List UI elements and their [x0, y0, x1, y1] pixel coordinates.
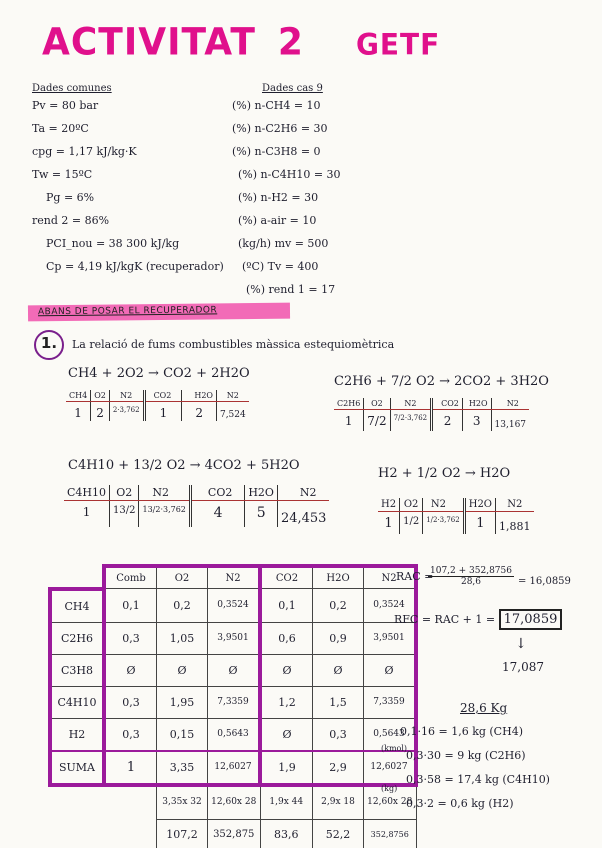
cell: 7/2·3,762: [390, 410, 432, 432]
cell: 0,3: [313, 718, 364, 751]
composition-table: [48, 564, 418, 848]
header-cell: N2: [208, 566, 261, 589]
title-course: GETF: [355, 27, 441, 62]
case-line: (%) a-air = 10: [238, 214, 317, 227]
empty-cell: [50, 819, 104, 848]
cell: 7/2: [364, 410, 390, 432]
case-data-block: [232, 83, 341, 301]
cell: 3,9501: [208, 622, 261, 654]
mass-cell: 352,8756: [364, 819, 417, 848]
question-number-circle: [34, 330, 64, 360]
empty-cell: [104, 819, 157, 848]
cell: Ø: [104, 654, 157, 686]
reaction-ch4-table: [66, 390, 249, 421]
cell: 0,3524: [364, 589, 417, 623]
reaction-c2h6-table: [334, 398, 529, 431]
cell: 2·3,762: [109, 402, 144, 422]
title-main: ACTIVITAT: [42, 20, 256, 65]
row-label: C4H10: [50, 686, 104, 718]
cell: 3: [462, 410, 491, 432]
cell: 1,2: [260, 686, 313, 718]
cell: Ø: [313, 654, 364, 686]
sum-cell: 2,9: [313, 751, 364, 785]
molar-mass-cell: 12,60x 28: [364, 785, 417, 820]
case-data-heading: Dades cas 9: [262, 83, 323, 94]
cell: 2: [91, 402, 110, 422]
case-line: (%) rend 1 = 17: [246, 283, 336, 296]
reaction-h2-equation: H2 + 1/2 O2 → H2O: [378, 466, 511, 481]
case-line: (%) n-H2 = 30: [238, 191, 319, 204]
cell: CO2: [432, 398, 463, 410]
cell: N2: [277, 485, 329, 501]
cell: CO2: [190, 485, 244, 501]
sum-cell: 1,9: [260, 751, 313, 785]
row-label: CH4: [50, 589, 104, 623]
molar-mass-cell: 1,9x 44: [260, 785, 313, 820]
cell: 0,3: [104, 686, 157, 718]
cell: 0,5643: [364, 718, 417, 751]
cell: 0,1: [104, 589, 157, 623]
cell: 2: [432, 410, 463, 432]
cell: CO2: [144, 390, 182, 402]
header-cell: O2: [157, 566, 208, 589]
cell: 0,3: [104, 622, 157, 654]
cell: Ø: [260, 718, 313, 751]
molar-mass-cell: 2,9x 18: [313, 785, 364, 820]
cell: 1: [144, 402, 182, 422]
sum-cell: 1: [104, 751, 157, 785]
mass-line: 0,1·16 = 1,6 kg (CH4): [400, 725, 523, 738]
common-line: Tw = 15ºC: [32, 168, 93, 181]
rac-numerator: 107,2 + 352,8756: [430, 566, 512, 576]
cell: N2: [423, 498, 465, 512]
cell: 7,3359: [364, 686, 417, 718]
cell: 1/2: [400, 512, 423, 535]
question-text: La relació de fums combustibles màssica estequiomètrica: [72, 338, 395, 351]
cell: 5: [245, 501, 278, 528]
section-highlight: [28, 303, 290, 322]
cell: N2: [390, 398, 432, 410]
common-data-block: [32, 83, 224, 278]
cell: N2: [109, 390, 144, 402]
common-line: Cp = 4,19 kJ/kgK (recuperador): [46, 260, 224, 273]
case-line: (%) n-CH4 = 10: [232, 99, 321, 112]
cell: 1: [464, 512, 495, 535]
reaction-h2-table: [378, 498, 534, 534]
cell: H2: [378, 498, 400, 512]
kg-label: (kg): [381, 784, 398, 793]
mass-line: 0,3·30 = 9 kg (C2H6): [406, 749, 526, 762]
rac-label: RAC =: [396, 570, 434, 583]
cell: 1,05: [157, 622, 208, 654]
cell: 1,95: [157, 686, 208, 718]
cell: N2: [491, 398, 529, 410]
header-cell: H2O: [313, 566, 364, 589]
cell: 1,5: [313, 686, 364, 718]
rfc-rounded: 17,087: [502, 660, 544, 674]
empty-cell: [50, 785, 104, 820]
common-line: PCI_nou = 38 300 kJ/kg: [46, 237, 180, 250]
page-title: [42, 21, 440, 64]
mass-line: 0,3·2 = 0,6 kg (H2): [406, 797, 514, 810]
case-line: (%) n-C2H6 = 30: [232, 122, 328, 135]
row-label: H2: [50, 718, 104, 751]
cell: 1: [74, 406, 82, 420]
common-line: Ta = 20ºC: [32, 122, 89, 135]
cell: 0,3524: [208, 589, 261, 623]
rac-result: = 16,0859: [518, 576, 571, 587]
cell: 13/2: [110, 501, 139, 528]
mass-total: 28,6 Kg: [460, 701, 508, 715]
cell: 0,15: [157, 718, 208, 751]
cell: 1: [82, 505, 91, 519]
empty-cell: [104, 785, 157, 820]
row-label: C3H8: [50, 654, 104, 686]
cell: 0,3: [104, 718, 157, 751]
case-line: (%) n-C3H8 = 0: [232, 145, 321, 158]
cell: H2O: [462, 398, 491, 410]
mass-cell: 107,2: [157, 819, 208, 848]
common-line: Pg = 6%: [46, 191, 95, 204]
cell: H2O: [464, 498, 495, 512]
cell: N2: [496, 498, 534, 512]
cell: H2O: [245, 485, 278, 501]
cell: CH4: [66, 390, 91, 402]
sum-cell: 3,35: [157, 751, 208, 785]
sum-cell: 12,6027: [364, 751, 417, 785]
molar-mass-cell: 3,35x 32: [157, 785, 208, 820]
mass-block: [400, 696, 550, 816]
cell: 0,2: [157, 589, 208, 623]
rfc-line: [394, 612, 562, 627]
cell: Ø: [260, 654, 313, 686]
cell: 7,3359: [208, 686, 261, 718]
cell: 0,9: [313, 622, 364, 654]
reaction-c2h6-equation: C2H6 + 7/2 O2 → 2CO2 + 3H2O: [334, 374, 549, 389]
rfc-result-box: 17,0859: [499, 609, 563, 630]
cell: 13/2·3,762: [139, 501, 190, 528]
common-line: rend 2 = 86%: [32, 214, 110, 227]
cell: O2: [110, 485, 139, 501]
cell: 13,167: [491, 410, 529, 432]
cell: Ø: [208, 654, 261, 686]
cell: H2O: [182, 390, 217, 402]
cell: O2: [91, 390, 110, 402]
cell: 3,9501: [364, 622, 417, 654]
cell: C4H10: [64, 485, 110, 501]
cell: 0,6: [260, 622, 313, 654]
molar-mass-cell: 12,60x 28: [208, 785, 261, 820]
rac-denominator: 28,6: [460, 577, 482, 587]
cell: 1: [344, 414, 353, 428]
section-title: ABANS DE POSAR EL RECUPERADOR: [37, 305, 218, 318]
cell: 0,2: [313, 589, 364, 623]
cell: 1,881: [496, 512, 534, 535]
header-cell: CO2: [260, 566, 313, 589]
kmol-label: (kmol): [381, 744, 408, 753]
mass-cell: 352,875: [208, 819, 261, 848]
cell: 7,524: [216, 402, 248, 422]
rfc-label: RFC = RAC + 1 =: [394, 613, 496, 626]
cell: 0,1: [260, 589, 313, 623]
mass-cell: 83,6: [260, 819, 313, 848]
sum-label: SUMA: [50, 751, 104, 785]
reaction-ch4-equation: CH4 + 2O2 → CO2 + 2H2O: [68, 366, 250, 381]
corner-cell: [50, 566, 104, 589]
cell: 2: [182, 402, 217, 422]
case-line: (%) n-C4H10 = 30: [238, 168, 341, 181]
header-cell: N2: [364, 566, 417, 589]
mass-cell: 52,2: [313, 819, 364, 848]
title-number: 2: [277, 20, 304, 65]
cell: C2H6: [334, 398, 364, 410]
cell: Ø: [157, 654, 208, 686]
down-arrow-icon: ↓: [515, 636, 527, 652]
cell: 24,453: [277, 501, 329, 528]
common-line: Pv = 80 bar: [32, 99, 99, 112]
header-cell: Comb: [104, 566, 157, 589]
cell: Ø: [364, 654, 417, 686]
cell: 1: [384, 516, 393, 531]
case-line: (kg/h) mv = 500: [238, 237, 329, 250]
cell: N2: [139, 485, 190, 501]
mass-line: 0,3·58 = 17,4 kg (C4H10): [406, 773, 550, 786]
row-label: C2H6: [50, 622, 104, 654]
cell: O2: [400, 498, 423, 512]
cell: O2: [364, 398, 390, 410]
cell: 1/2·3,762: [423, 512, 465, 535]
question-number: 1.: [40, 334, 58, 352]
cell: N2: [216, 390, 248, 402]
sum-cell: 12,6027: [208, 751, 261, 785]
common-data-heading: Dades comunes: [32, 83, 112, 94]
reaction-c4h10-equation: C4H10 + 13/2 O2 → 4CO2 + 5H2O: [68, 458, 300, 473]
rac-fraction: [428, 566, 514, 587]
reaction-c4h10-table: [64, 485, 329, 527]
cell: 4: [190, 501, 244, 528]
common-line: cpg = 1,17 kJ/kg·K: [32, 145, 137, 158]
case-line: (ºC) Tv = 400: [242, 260, 319, 273]
cell: 0,5643: [208, 718, 261, 751]
